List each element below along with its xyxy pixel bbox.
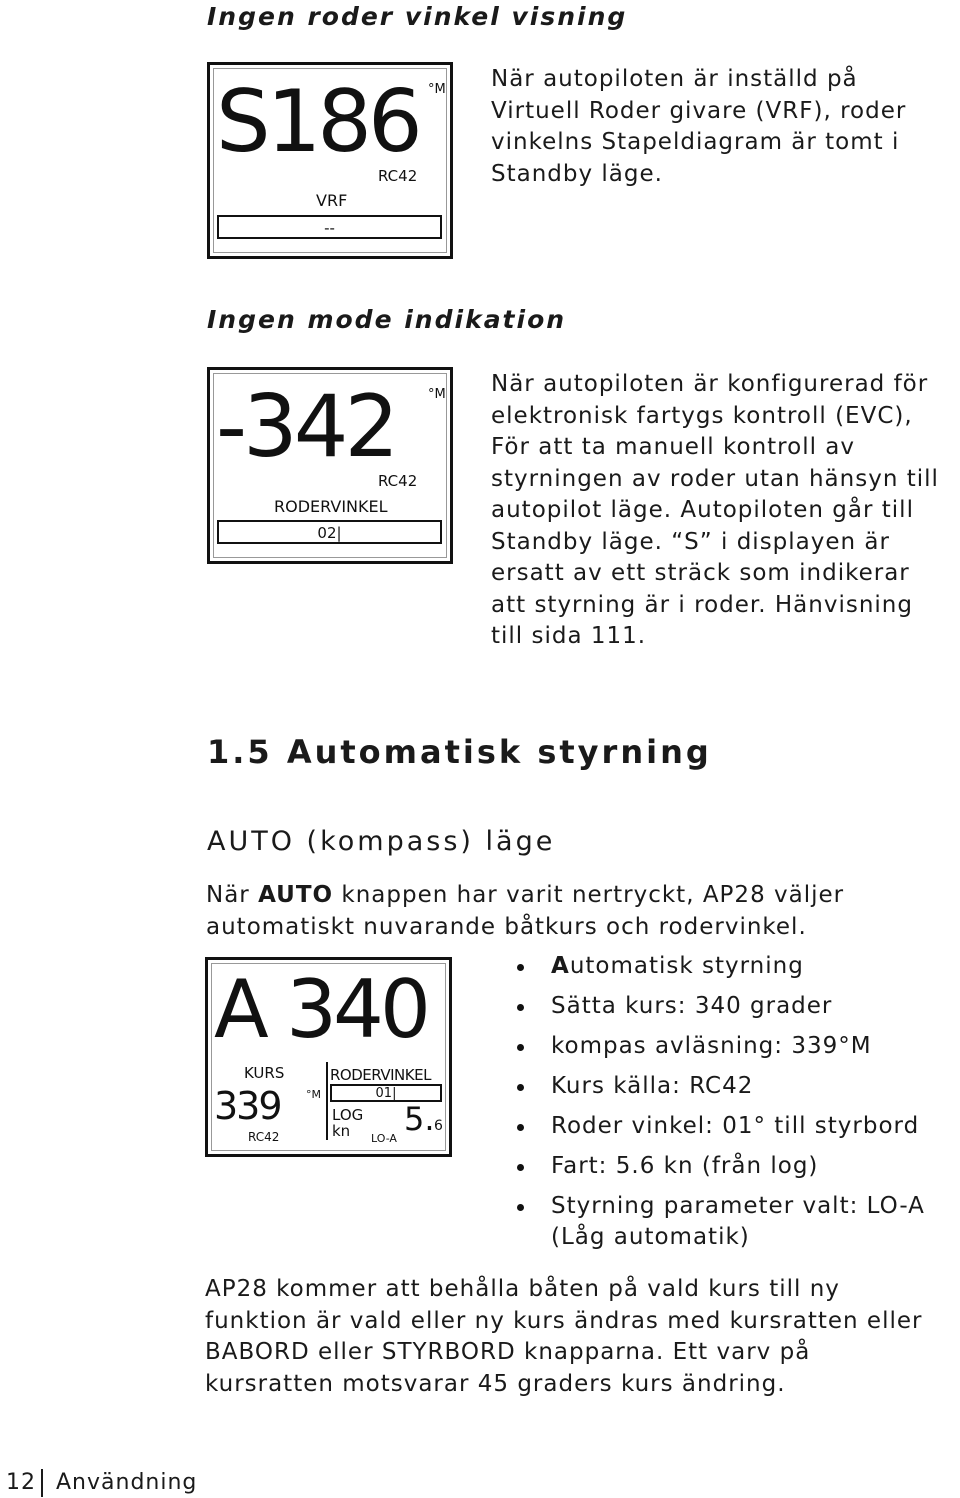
lcd-kurs-label: KURS	[244, 1064, 285, 1082]
section-title: 1.5 Automatisk styrning	[207, 733, 712, 771]
text-line: funktion är vald eller ny kurs ändras med kursratten eller	[205, 1307, 923, 1334]
bullet-icon	[517, 1044, 524, 1051]
lcd-heading-value: A 340	[214, 963, 427, 1056]
page-number: 12	[6, 1470, 36, 1495]
lcd-unit: °M	[428, 82, 446, 97]
lcd-display	[207, 367, 453, 564]
text-line: AP28 kommer att behålla båten på vald kurs till ny	[205, 1276, 840, 1302]
section-heading: Ingen roder vinkel visning	[207, 2, 628, 31]
closing-text	[205, 1274, 957, 1400]
text-line: styrningen av roder utan hänsyn till	[491, 465, 939, 492]
list-item: Automatisk styrning	[517, 951, 957, 982]
list-item: Fart: 5.6 kn (från log)	[517, 1151, 957, 1182]
lcd-source: RC42	[378, 472, 418, 490]
intro-text: När AUTO knappen har varit nertryckt, AP28 väljer automatiskt nuvarande båtkurs och rodervinkel.	[206, 880, 946, 943]
lcd-bar-value: 01|	[375, 1086, 397, 1101]
lcd-divider	[326, 1062, 328, 1140]
lcd-display	[207, 62, 453, 259]
bullet-icon	[517, 1164, 524, 1171]
text-line: autopilot läge. Autopiloten går till	[491, 497, 914, 523]
lcd-source: RC42	[378, 167, 418, 185]
lcd-display	[205, 957, 452, 1157]
lcd-speed-decimal: 6	[434, 1118, 443, 1134]
list-item: Sätta kurs: 340 grader	[517, 991, 957, 1022]
section-body	[491, 369, 956, 653]
lcd-log-label: LOG	[332, 1106, 364, 1124]
lcd-rudder-bar	[217, 215, 442, 239]
text-line: BABORD eller STYRBORD knapparna. Ett varv på	[205, 1339, 811, 1365]
lcd-label: RODERVINKEL	[274, 497, 388, 516]
lcd-kurs-unit: °M	[306, 1088, 321, 1101]
lcd-label: VRF	[316, 191, 348, 210]
lcd-mode: LO-A	[371, 1132, 397, 1145]
list-item: kompas avläsning: 339°M	[517, 1031, 957, 1062]
text-line: För att ta manuell kontroll av	[491, 434, 855, 460]
lcd-heading-value: -342	[216, 377, 396, 477]
text-line: kursratten motsvarar 45 graders kurs ändring.	[205, 1370, 786, 1397]
lcd-kurs-source: RC42	[248, 1130, 280, 1144]
lcd-bar-value: --	[324, 219, 335, 237]
section-body	[491, 64, 951, 190]
text-line: elektronisk fartygs kontroll (EVC),	[491, 402, 913, 429]
footer-section: Användning	[56, 1470, 198, 1495]
bullet-icon	[517, 1204, 524, 1211]
text-line: Standby läge. “S” i displayen är	[491, 528, 890, 555]
lcd-rudder-bar	[217, 520, 442, 544]
list-item: Kurs källa: RC42	[517, 1071, 957, 1102]
text-line: När autopiloten är konfigurerad för	[491, 371, 929, 397]
auto-keyword: AUTO	[258, 882, 334, 908]
lcd-heading-value: S186	[216, 72, 419, 172]
section-heading: Ingen mode indikation	[207, 305, 567, 334]
footer-divider	[41, 1469, 43, 1497]
text-line: automatiskt nuvarande båtkurs och rodervinkel.	[206, 913, 807, 940]
lcd-kn-label: kn	[332, 1122, 351, 1140]
section-subtitle: AUTO (kompass) läge	[207, 826, 556, 857]
bullet-icon	[517, 964, 524, 971]
text-line: att styrning är i roder. Hänvisning	[491, 591, 913, 618]
text-line: vinkelns Stapeldiagram är tomt i	[491, 129, 900, 155]
lcd-bar-value: 02|	[317, 524, 342, 542]
text-line: Virtuell Roder givare (VRF), roder	[491, 97, 907, 124]
lcd-roder-label: RODERVINKEL	[330, 1066, 431, 1084]
text-line: När autopiloten är inställd på	[491, 66, 858, 92]
lcd-kurs-value: 339	[214, 1084, 281, 1128]
bullet-icon	[517, 1124, 524, 1131]
feature-list	[517, 951, 957, 1262]
bullet-icon	[517, 1084, 524, 1091]
text-line: till sida 111.	[491, 623, 647, 649]
lcd-unit: °M	[428, 387, 446, 402]
list-item: Styrning parameter valt: LO-A (Låg automatik)	[517, 1191, 957, 1253]
list-item: Roder vinkel: 01° till styrbord	[517, 1111, 957, 1142]
text-line: ersatt av ett sträck som indikerar	[491, 560, 910, 586]
bullet-icon	[517, 1004, 524, 1011]
text-line: Standby läge.	[491, 160, 663, 187]
lcd-speed-value: 5.	[404, 1100, 435, 1138]
